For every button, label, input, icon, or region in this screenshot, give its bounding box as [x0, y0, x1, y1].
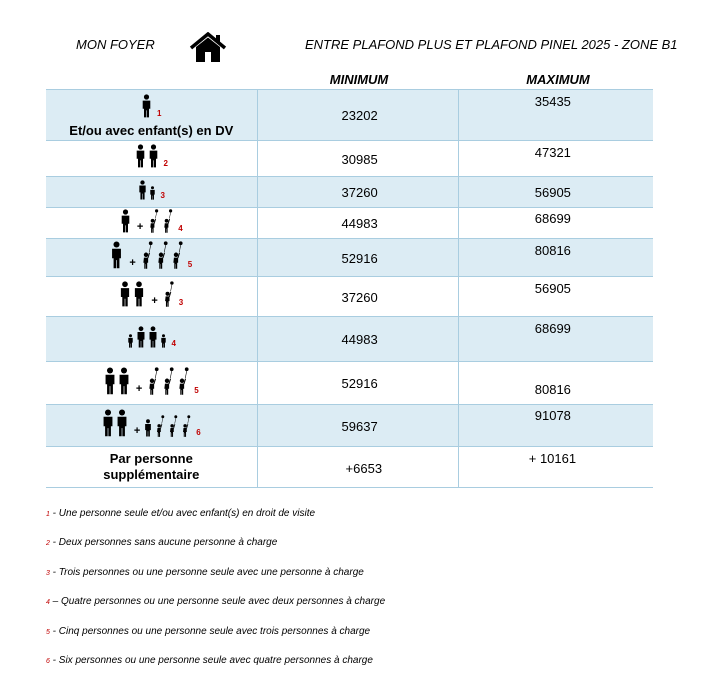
household-cell [46, 317, 257, 362]
child-balloon-icon [155, 241, 168, 269]
column-header-minimum: MINIMUM [329, 72, 389, 87]
footnote-number: 2 [46, 540, 50, 548]
min-value: 44983 [341, 216, 378, 231]
min-cell [257, 405, 458, 447]
child-icon [127, 334, 134, 348]
min-value: 37260 [341, 185, 378, 200]
footnote-text: - Trois personnes ou une personne seule avec une personne à charge [49, 566, 364, 578]
max-value: 35435 [534, 94, 571, 109]
adult-icon [120, 209, 131, 233]
adult-icon [119, 281, 131, 307]
child-icon [149, 186, 156, 200]
note-ref: 5 [187, 260, 193, 269]
adult-icon [104, 367, 116, 395]
adult-icon [135, 144, 146, 168]
min-value: 37260 [341, 290, 378, 305]
footnote-text: - Une personne seule et/ou avec enfant(s) en droit de visite [49, 508, 316, 519]
max-value: 80816 [534, 243, 571, 258]
max-value: + 10161 [528, 451, 577, 466]
table-row [46, 447, 653, 488]
adult-icon [148, 144, 159, 168]
min-cell [257, 277, 458, 317]
household-label: Par personne [109, 451, 193, 466]
table-row [46, 277, 653, 317]
adult-icon [133, 281, 145, 307]
max-value: 91078 [534, 408, 571, 423]
footnote-number: 4 [46, 599, 50, 607]
plus-sign: + [151, 295, 158, 307]
max-cell [458, 447, 653, 488]
adult-icon [116, 409, 128, 437]
note-ref: 3 [178, 298, 184, 307]
min-value: 44983 [341, 332, 378, 347]
table-row [46, 317, 653, 362]
min-value: +6653 [345, 461, 383, 476]
adult-icon [141, 94, 152, 118]
max-value: 80816 [534, 382, 571, 397]
household-cell [46, 447, 257, 488]
adult-icon [110, 241, 123, 269]
adult-icon [136, 326, 146, 348]
plus-sign: + [136, 220, 144, 233]
footnote-number: 1 [46, 511, 50, 518]
child-balloon-icon [146, 367, 159, 395]
min-cell [257, 90, 458, 141]
child-balloon-icon [161, 367, 174, 395]
table-row [46, 90, 653, 141]
table-row [46, 177, 653, 208]
max-value: 47321 [534, 145, 571, 160]
min-value: 52916 [341, 251, 378, 266]
adult-icon [102, 409, 114, 437]
note-ref: 6 [196, 428, 201, 437]
child-balloon-icon [180, 415, 191, 437]
household-label: supplémentaire [103, 467, 200, 482]
footnote [46, 655, 385, 684]
footnote-text: - Deux personnes sans aucune personne à charge [49, 537, 278, 549]
household-cell [46, 362, 257, 405]
household-cell [46, 90, 257, 141]
child-balloon-icon [154, 415, 165, 437]
child-balloon-icon [161, 209, 173, 233]
header-title: ENTRE PLAFOND PLUS ET PLAFOND PINEL 2025 - ZONE B1 [305, 37, 678, 52]
footnote [46, 537, 385, 566]
adult-icon [138, 180, 147, 200]
min-cell [257, 177, 458, 208]
footnote [46, 626, 385, 655]
footnote-text: - Six personnes ou une personne seule avec quatre personnes à charge [49, 654, 373, 666]
household-cell [46, 239, 257, 277]
min-value: 30985 [341, 152, 378, 167]
max-cell [458, 362, 653, 405]
footnote-number: 3 [46, 569, 50, 577]
max-cell [458, 90, 653, 141]
footnote [46, 596, 385, 625]
min-cell [257, 141, 458, 177]
child-icon [160, 334, 167, 348]
min-value: 59637 [341, 419, 378, 434]
max-value: 56905 [534, 185, 571, 200]
min-cell [257, 317, 458, 362]
house-icon [188, 32, 228, 64]
adult-icon [148, 326, 158, 348]
household-label: Et/ou avec enfant(s) en DV [69, 122, 234, 138]
min-cell [257, 239, 458, 277]
child-balloon-icon [170, 241, 183, 269]
footnote-text: - Cinq personnes ou une personne seule avec trois personnes à charge [49, 625, 371, 637]
footnote-number: 6 [46, 657, 50, 665]
max-cell [458, 141, 653, 177]
max-value: 68699 [534, 321, 571, 336]
table-row [46, 362, 653, 405]
max-cell [458, 277, 653, 317]
child-balloon-icon [167, 415, 178, 437]
household-cell [46, 177, 257, 208]
household-cell [46, 141, 257, 177]
household-cell [46, 405, 257, 447]
footnotes [46, 508, 385, 684]
max-value: 56905 [534, 281, 571, 296]
child-balloon-icon [147, 209, 159, 233]
min-value: 52916 [341, 376, 378, 391]
note-ref: 1 [157, 108, 162, 118]
table-row [46, 141, 653, 177]
max-cell [458, 405, 653, 447]
note-ref: 5 [194, 385, 199, 395]
min-value: 23202 [341, 108, 378, 123]
min-cell [257, 362, 458, 405]
column-header-maximum: MAXIMUM [526, 72, 590, 87]
table-row [46, 405, 653, 447]
max-cell [458, 317, 653, 362]
table-row [46, 239, 653, 277]
footnote [46, 508, 385, 537]
household-cell [46, 277, 257, 317]
min-cell [257, 447, 458, 488]
max-value: 68699 [534, 211, 571, 226]
footnote [46, 567, 385, 596]
income-ceiling-table [46, 89, 653, 488]
max-cell [458, 239, 653, 277]
note-ref: 4 [178, 223, 183, 233]
adult-icon [118, 367, 130, 395]
household-cell [46, 208, 257, 239]
child-balloon-icon [140, 241, 153, 269]
min-cell [257, 208, 458, 239]
table-row [46, 208, 653, 239]
footnote-number: 5 [46, 628, 50, 636]
child-icon [144, 419, 152, 437]
plus-sign: + [135, 382, 143, 395]
note-ref: 3 [160, 190, 165, 200]
footnote-text: – Quatre personnes ou une personne seule avec deux personnes à charge [49, 596, 386, 608]
child-balloon-icon [176, 367, 189, 395]
child-balloon-icon [162, 281, 174, 307]
max-cell [458, 177, 653, 208]
max-cell [458, 208, 653, 239]
note-ref: 4 [171, 338, 176, 348]
plus-sign: + [129, 257, 136, 269]
note-ref: 2 [163, 159, 168, 168]
plus-sign: + [133, 425, 141, 437]
header-my-household: MON FOYER [76, 37, 155, 52]
